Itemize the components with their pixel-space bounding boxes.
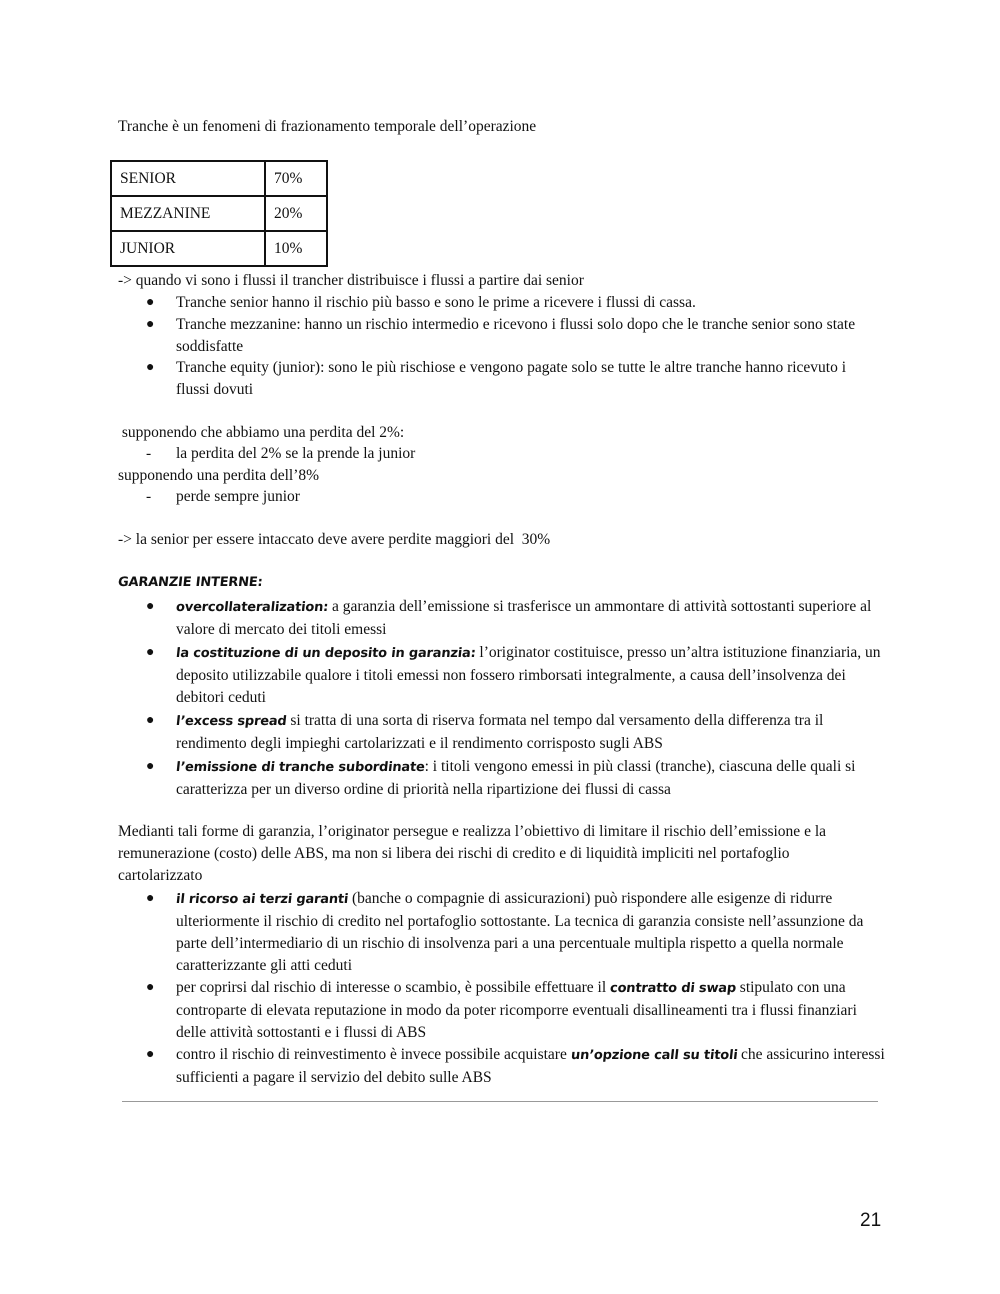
tranche-pct: 10% xyxy=(265,231,327,266)
tranche-name: JUNIOR xyxy=(111,231,265,266)
list-item: la perdita del 2% se la prende la junior xyxy=(176,445,416,462)
item-text: a garanzia dell’emissione si trasferisce un ammontare di attività sottostanti superiore al valore di mercato dei titoli emessi xyxy=(176,598,872,638)
key-term: l’emissione di tranche subordinate xyxy=(175,760,426,775)
list-item: Tranche equity (junior): sono le più rischiose e vengono pagate solo se tutte le altre tranche hanno ricevuto i flussi dovuti xyxy=(176,359,847,398)
loss-2-text: supponendo che abbiamo una perdita del 2%: xyxy=(118,424,405,441)
bullet-icon: ● xyxy=(146,1047,155,1062)
item-text: (banche o compagnie di assicurazioni) può rispondere alle esigenze di ridurre ulteriormente il rischio di credito nel portafoglio sottostante. La tecnica di garanzia consiste nell’assunzione da parte dell’intermediario di un rischio di insolvenza pari a una percentuale multipla rispetto a quella normale caratterizzante gli atti ceduti xyxy=(176,890,864,974)
bullet-icon: ● xyxy=(146,759,155,774)
horizontal-rule xyxy=(122,1101,878,1102)
list-item xyxy=(176,710,886,755)
key-term: overcollateralization: xyxy=(175,600,329,615)
item-text: si tratta di una sorta di riserva formata nel tempo dal versamento della differenza tra il rendimento degli impieghi cartolarizzati e il rendimento corrisposto sugli ABS xyxy=(176,712,824,752)
bullet-icon: ● xyxy=(146,317,155,332)
tranche-name: SENIOR xyxy=(111,161,265,196)
senior-note: -> la senior per essere intaccato deve avere perdite maggiori del 30% xyxy=(118,531,551,548)
bullet-icon: ● xyxy=(146,713,155,728)
list-item xyxy=(176,756,886,801)
list-item xyxy=(176,977,886,1044)
item-text: contro il rischio di reinvestimento è invece possibile acquistare xyxy=(176,1046,571,1063)
page-number: 21 xyxy=(860,1210,882,1231)
key-term: la costituzione di un deposito in garanzia: xyxy=(175,646,477,661)
item-text: stipulato con una controparte di elevata reputazione in modo da poter ricomporre eventuali disallineamenti tra i flussi finanziari delle attività sottostanti e i flussi di ABS xyxy=(176,979,857,1041)
list-item: Tranche mezzanine: hanno un rischio intermedio e ricevono i flussi solo dopo che le tranche senior sono state soddisfatte xyxy=(176,316,856,355)
bullet-icon: ● xyxy=(146,360,155,375)
item-text: che assicurino interessi sufficienti a pagare il servizio del debito sulle ABS xyxy=(176,1046,885,1086)
bullet-icon: ● xyxy=(146,980,155,995)
key-term: l’excess spread xyxy=(175,714,288,729)
table-row xyxy=(111,196,327,231)
mediante-paragraph: Medianti tali forme di garanzia, l’originator persegue e realizza l’obiettivo di limitare il rischio dell’emissione e la remunerazione (costo) delle ABS, ma non si libera dei rischi di credito e di liquidità impliciti nel portafoglio cartolarizzato xyxy=(118,823,827,884)
bullet-icon: ● xyxy=(146,891,155,906)
tranche-pct: 20% xyxy=(265,196,327,231)
item-text: : i titoli vengono emessi in più classi (tranche), ciascuna delle quali si caratterizza per un diverso ordine di priorità nella ripartizione dei flussi di cassa xyxy=(176,758,856,798)
list-item: Tranche senior hanno il rischio più basso e sono le prime a ricevere i flussi di cassa. xyxy=(176,294,696,311)
list-item xyxy=(176,888,886,977)
list-item xyxy=(176,1044,886,1089)
tranche-name: MEZZANINE xyxy=(111,196,265,231)
bullet-icon: ● xyxy=(146,599,155,614)
bullet-icon: ● xyxy=(146,295,155,310)
item-text: per coprirsi dal rischio di interesse o scambio, è possibile effettuare il xyxy=(176,979,611,996)
key-term: contratto di swap xyxy=(609,981,737,996)
bullet-icon: ● xyxy=(146,645,155,660)
dash-icon: - xyxy=(146,445,152,462)
list-item xyxy=(176,642,886,709)
table-row xyxy=(111,161,327,196)
dash-icon: - xyxy=(146,488,152,505)
list-item: perde sempre junior xyxy=(176,488,300,505)
intro-text: Tranche è un fenomeni di frazionamento temporale dell’operazione xyxy=(118,118,537,135)
tranche-table xyxy=(110,160,328,267)
heading-text: GARANZIE INTERNE: xyxy=(117,575,264,590)
key-term: il ricorso ai terzi garanti xyxy=(175,892,349,907)
flow-note: -> quando vi sono i flussi il trancher distribuisce i flussi a partire dai senior xyxy=(118,272,584,289)
loss-8-text: supponendo una perdita dell’8% xyxy=(118,467,320,484)
table-row xyxy=(111,231,327,266)
item-text: l’originator costituisce, presso un’altra istituzione finanziaria, un deposito utilizzabile qualore i titoli emessi non fossero rimborsati integralmente, a causa dell’insolvenza dei debitori ceduti xyxy=(176,644,881,706)
tranche-pct: 70% xyxy=(265,161,327,196)
list-item xyxy=(176,596,886,641)
section-heading xyxy=(118,571,262,594)
key-term: un’opzione call su titoli xyxy=(569,1048,738,1063)
